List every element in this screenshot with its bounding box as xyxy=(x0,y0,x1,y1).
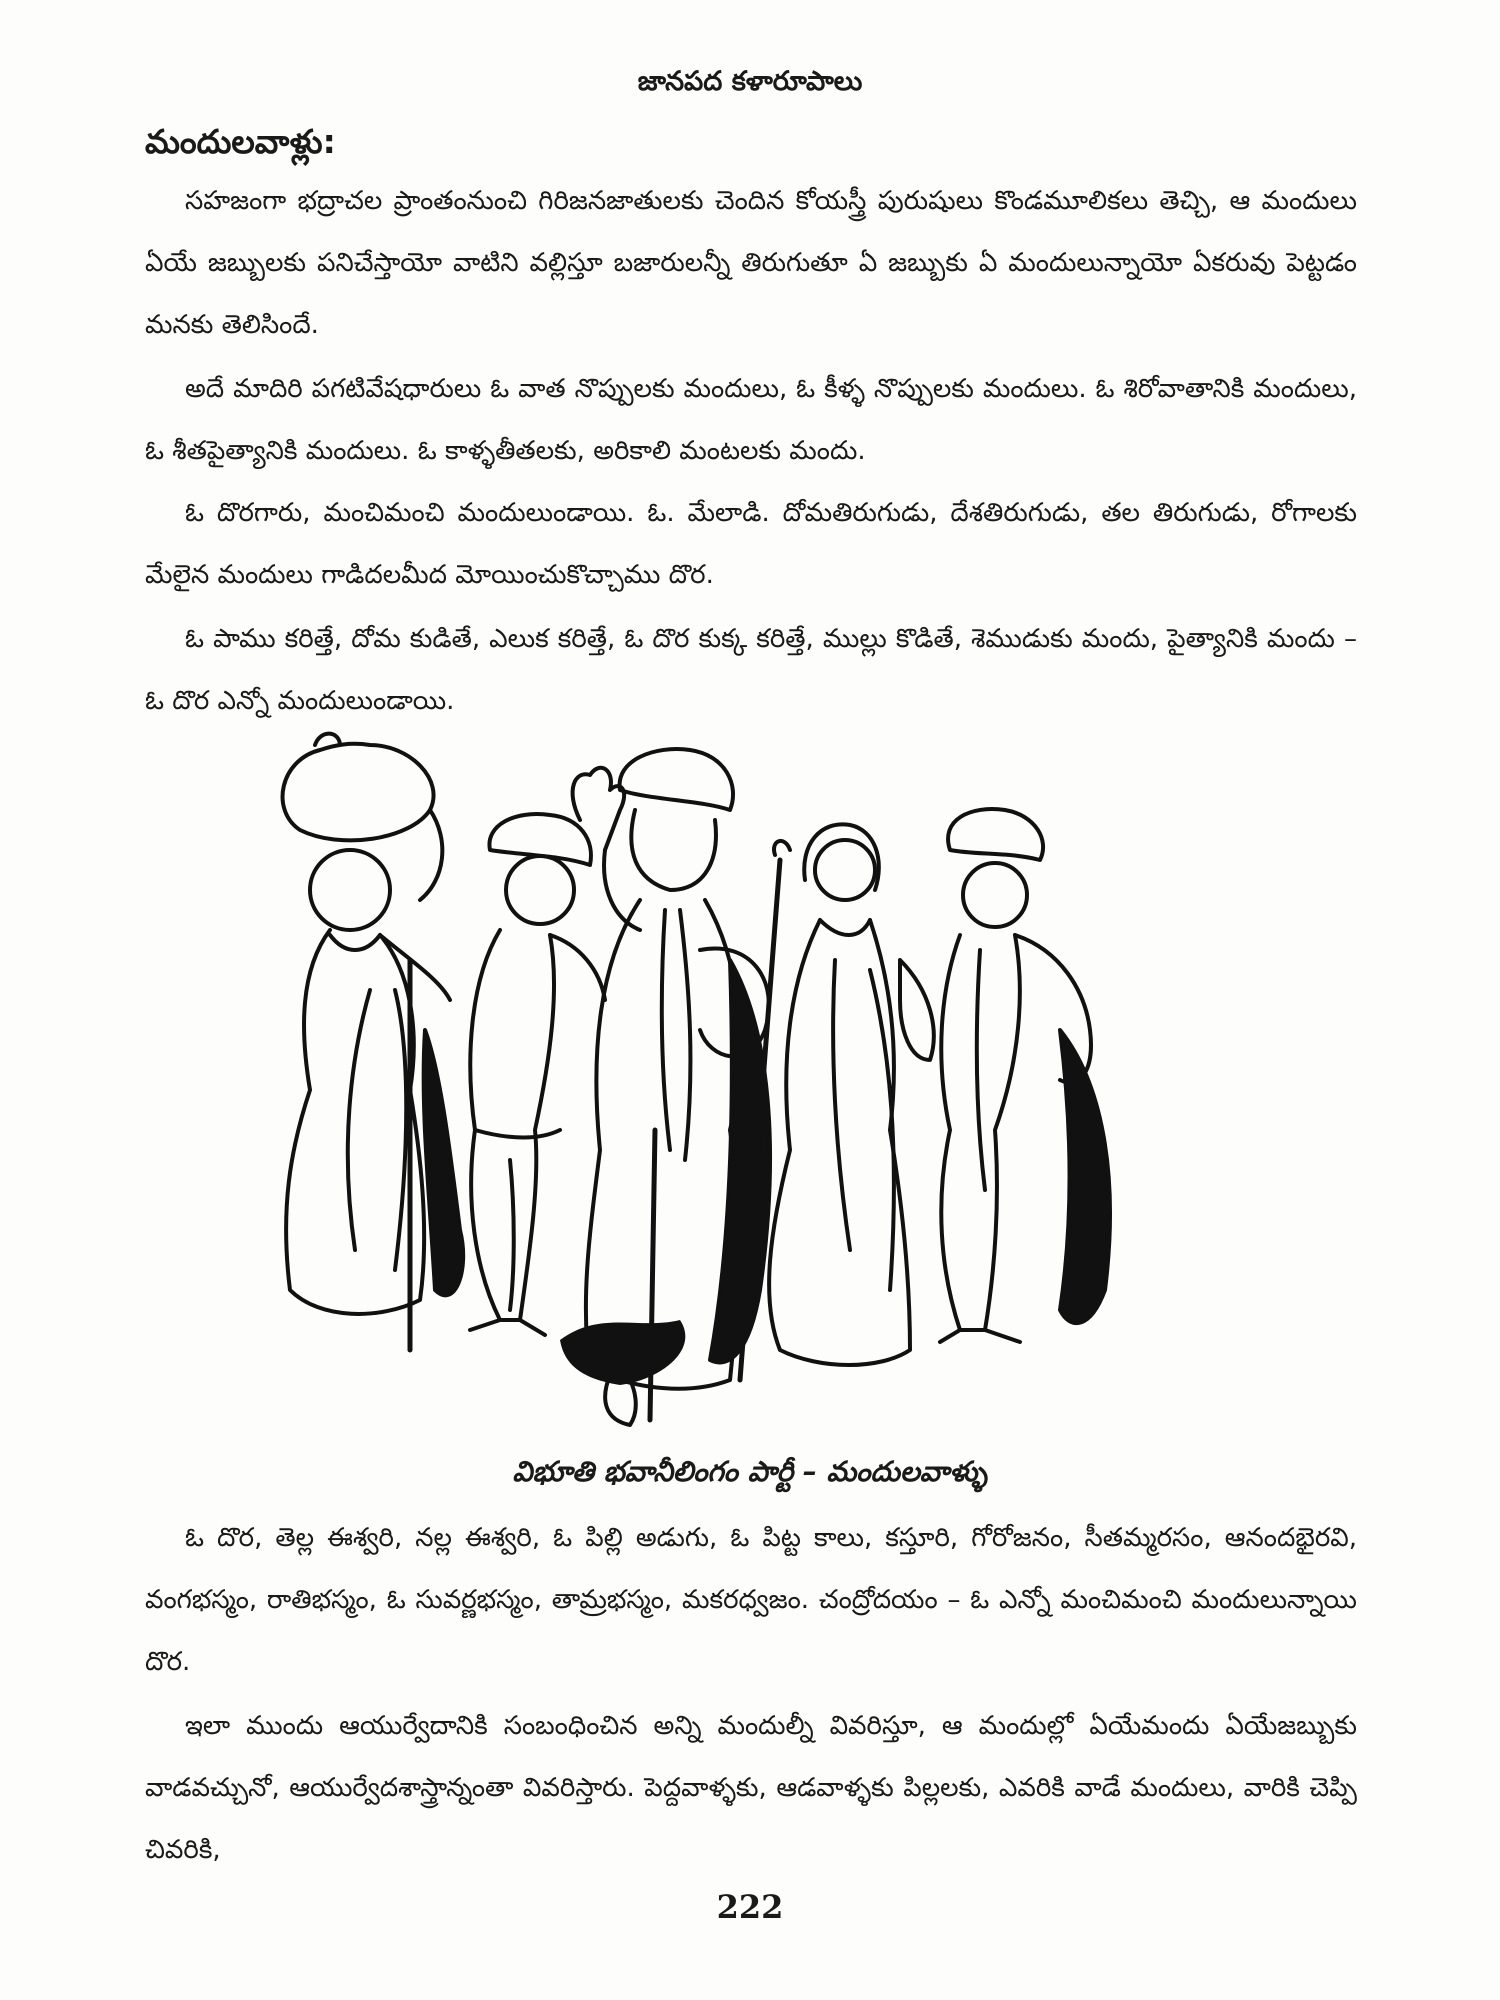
page-number: 222 xyxy=(716,1888,784,1926)
paragraph: ఓ దొరగారు, మంచిమంచి మందులుండాయి. ఓ. మేలాడి. దోమతిరుగుడు, దేశతిరుగుడు, తల తిరుగుడు, రోగాలకు మేలైన మందులు గాడిదలమీద మోయించుకొచ్చాము దొర. xyxy=(145,498,1357,590)
running-head: జానపద కళారూపాలు xyxy=(637,66,863,97)
paragraph: ఇలా ముందు ఆయుర్వేదానికి సంబంధించిన అన్ని మందుల్నీ వివరిస్తూ, ఆ మందుల్లో ఏయేమందు ఏయేజబ్బుకు వాడవచ్చునో, ఆయుర్వేదశాస్త్రాన్నంతా వివరిస్తారు. పెద్దవాళ్ళకు, ఆడవాళ్ళకు పిల్లలకు, ఎవరికి వాడే మందులు, వారికి చెప్పి చివరికి, xyxy=(145,1711,1357,1865)
paragraph: అదే మాదిరి పగటివేషధారులు ఓ వాత నొప్పులకు మందులు, ఓ కీళ్ళ నొప్పులకు మందులు. ఓ శిరోవాతానికి మందులు, ఓ శీతపైత్యానికి మందులు. ఓ కాళ్ళతీతలకు, అరికాలి మంటలకు మందు. xyxy=(145,374,1357,466)
turbaned-man-figure xyxy=(470,814,605,1335)
folk-performers-illustration xyxy=(260,730,1180,1440)
paragraph: ఓ పాము కరిత్తే, దోమ కుడితే, ఎలుక కరిత్తే, ఓ దొర కుక్క కరిత్తే, ముల్లు కొడితే, శెముడుకు మందు, పైత్యానికి మందు – ఓ దొర ఎన్నో మందులుండాయి. xyxy=(145,624,1357,716)
paragraph: సహజంగా భద్రాచల ప్రాంతంనుంచి గిరిజనజాతులకు చెందిన కోయస్త్రీ పురుషులు కొండమూలికలు తెచ్చి, ఆ మందులు ఏయే జబ్బులకు పనిచేస్తాయో వాటిని వల్లిస్తూ బజారులన్నీ తిరుగుతూ ఏ జబ్బుకు ఏ మందులున్నాయో ఏకరువు పెట్టడం మనకు తెలిసిందే. xyxy=(145,186,1357,340)
young-man-figure xyxy=(940,809,1110,1342)
figure-caption: విభూతి భవానీలింగం పార్టీ – మందులవాళ్ళు xyxy=(512,1455,988,1488)
woman-with-bundle-figure xyxy=(283,734,464,1350)
paragraph: ఓ దొర, తెల్ల ఈశ్వరి, నల్ల ఈశ్వరి, ఓ పిల్లి అడుగు, ఓ పిట్ట కాలు, కస్తూరి, గోరోజనం, సీతమ్మరసం, ఆనందభైరవి, వంగభస్మం, రాతిభస్మం, ఓ సువర్ణభస్మం, తామ్రభస్మం, మకరధ్వజం. చంద్రోదయం – ఓ ఎన్నో మంచిమంచి మందులున్నాయి దొర. xyxy=(145,1523,1357,1677)
section-heading: మందులవాళ్లు: xyxy=(145,122,336,161)
